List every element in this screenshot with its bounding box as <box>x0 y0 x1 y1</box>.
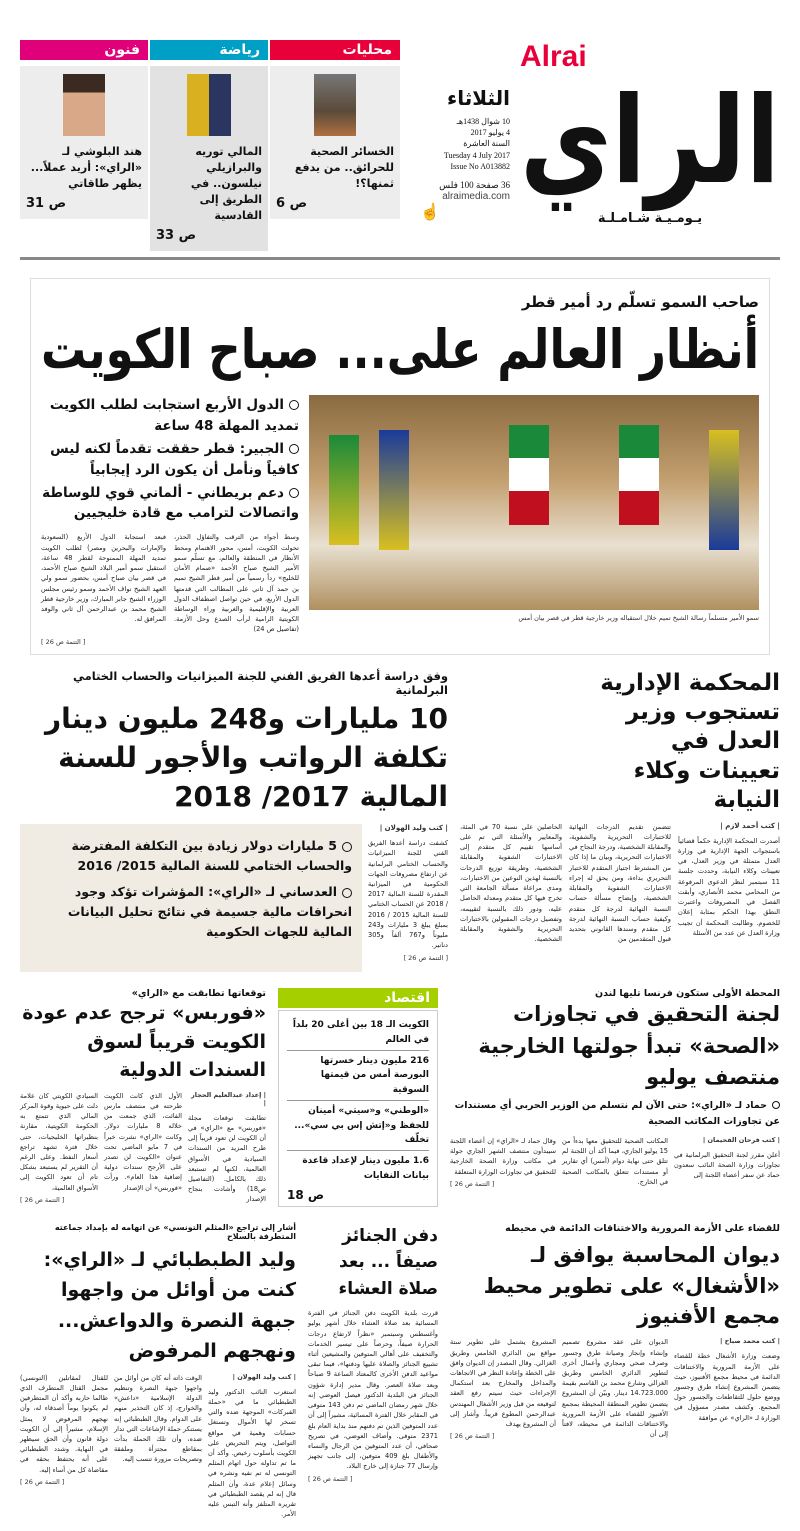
continued-label: [ التتمة ص 26 ] <box>308 1474 353 1483</box>
masthead-logo <box>520 40 780 226</box>
health-body-column: المكاتب الصحية للتحقيق معها بدءاً من 15 يوليو الجاري، فيما أكد أن اللجنة لم تتلق حتى نهاية دوام (أمس) أي تقارير أو مستندات تتعلق بالمكاتب الصحية في الخارج. <box>562 1136 668 1186</box>
logo-latin: Alrai <box>520 40 587 73</box>
forbes-body <box>20 1091 266 1205</box>
flag <box>619 425 659 525</box>
lead-body-column: وسط أجواء من الترقب والتفاؤل الحذر، تحولت الكويت، أمس، محور الاهتمام ومحط الأنظار في المنطقة والعالم، مع تسلّم سمو الأمير الشيخ صباح الأحمد «صمام الأمان للخليج» رداً رسمياً من أمير قطر الشيخ تميم بن حمد آل ثاني على المطالب التي قدمتها الدول الأربع، في حين تواصل اصطفاف الدول العربية والإقليمية والغربية وراء الوساطة الكويتية الرامية لرأب الصدع وحل الأزمة. (تفاصيل ص 24) <box>174 533 299 634</box>
diwan-col-wrap <box>674 1337 780 1423</box>
diwan-body-column: وضعت وزارة الأشغال خطة للقضاء على الأزمة المرورية والاختناقات الدائمة في محيط مجمع الأفنيوز، حيث يتضمن المشروع إنشاء طرق وجسور ووضع حلول للتقاطعات والجسور حول المجمع. وكشف مصدر مسؤول في الوزارة لـ «الراي» عن موافقة <box>674 1352 780 1422</box>
teaser-page: ص 6 <box>276 195 308 211</box>
tabtabai-body-column: للقتال لمقاتلين (التونسي) مجمل القتال المتطرف الذي طالما حاربه وأكد أن المتطرفين لم يكونوا يوماً أصدقاء له، وأن نهجهم المرفوض لا يمثل الإسلام، مشيراً إلى أن الكويت دولة قانون وأن الحق سيظهر في النهاية. وشدد الطبطبائي على أنه يحتفظ بحقه في مقاضاة كل من أساء إليه. <box>20 1373 108 1474</box>
continued-label: [ التتمة ص 26 ] <box>450 1432 495 1441</box>
diwan-byline: | كتب محمد صباح | <box>720 1337 780 1346</box>
teaser-title: هند البلوشي لـ «الراي»: أريد عملاً... يظهر طاقاتي <box>30 145 142 190</box>
circle-bullet-icon <box>342 888 352 898</box>
date-block <box>410 40 510 222</box>
bullet-text: العدساني لـ «الراي»: المؤشرات تؤكد وجود انحرافات مالية جسيمة في نتائج تحليل البيانات المالية للجهات الحكومية <box>67 884 352 940</box>
photo-caption: سمو الأمير متسلماً رسالة الشيخ تميم خلال استقباله وزير خارجية قطر في قصر بيان أمس <box>518 613 759 622</box>
diwan-body <box>450 1337 780 1440</box>
court-body-column: تتضمن تقديم الدرجات النهائية للاختبارات التحريرية والشفوية، والمقابلة الشخصية، ودرجة النجاح في الاختبارات التحريرية، وبيان ما إذا كان من المشترط اجتياز المتقدم للاختبار التحريري بداءة، ومن يحق له إجراء الاختبارات الشفوية والمقابلة الشخصية، وإيضاح مسألة حساب النسبة النهائية لدرجة كل متقدم وكيفية حساب النسبة النهائية لدرجة كل متقدم وسندها القانوني بتحديد قبول المتقدمين من <box>569 822 671 944</box>
forbes-body-column: السيادي الكويتي كان علامة دلت على حيوية وقوة المركز المالي الذي تتمتع به الحكومة الكويتية، مقارنة بنظيراتها الخليجيات، حتى خلال فترة تشهد تراجع أسعار النفط. وعلى الرغم أن التقرير لم يستبعد بشكل تام أن تعود الكويت إلى الأسواق العالمية، <box>20 1091 98 1192</box>
diwan-burial-tabtabai-row <box>20 1223 780 1519</box>
forbes-col-wrap <box>188 1091 266 1205</box>
bullet-text: دعم بريطاني - ألماني قوي للوساطة واتصالات لترامب مع قادة خليجيين <box>42 484 299 522</box>
budget-bullet <box>30 836 352 876</box>
continued-label: [ التتمة ص 26 ] <box>403 953 448 962</box>
lead-headline-box <box>41 315 759 385</box>
flag <box>709 430 739 550</box>
masthead <box>20 0 780 251</box>
health-story <box>450 988 780 1188</box>
bullet-text: 5 مليارات دولار زيادة بين التكلفة المفترضة والحساب الختامي للسنة المالية 2015/ 2016 <box>71 838 352 874</box>
budget-body <box>20 824 448 972</box>
tabtabai-byline: | كتب وليد الهولان | <box>232 1372 296 1381</box>
singer-photo <box>63 74 105 136</box>
budget-headline[interactable]: 10 مليارات و248 مليون دينار تكلفة الرواتب والأجور للسنة المالية 2017/ 2018 <box>45 701 448 813</box>
health-economy-forbes-row <box>20 988 780 1207</box>
budget-col-wrap <box>368 824 448 961</box>
economy-item[interactable]: 216 مليون دينار خسرتها البورصة أمس من قيمتها السوقية <box>287 1051 429 1101</box>
diwan-body-column: الديوان على عقد مشروع تصميم وإنشاء وإنجاز وصيانة طرق وجسور وصرف صحي ومجاري وأعمال أخرى لتطوير الدائري الخامس وطريق الغزالي وشارع محمد بن القاسم بقيمة 14.723.000 دينار. وبيّن أن المشروع يتضمن تطوير المنطقة المحيطة بمجمع الأفنيوز للقضاء على الأزمة المرورية والاختناقات الدائمة في محيطه، لافتاً إلى أن <box>562 1338 668 1439</box>
tabtabai-body-column: استغرب النائب الدكتور وليد الطبطبائي ما في «حملة الفبركات» الموجهة ضده والتي تسخر لها الأموال وتستغل حسابات وهمية في مواقع التواصل، ويتم التحريض على الكويت بأسلوب رخيص. وأكد أن ما تم تداوله حول اتهام المثلم التونسي له تم نفيه ونشره في وسائل إعلام عدة، وأن المثلم قال إنه لم يقصد الطبطبائي في تقريره المتلفز وأنه التبس عليه الأمر. <box>208 1387 296 1519</box>
court-body <box>460 822 780 945</box>
diwan-kicker: للقضاء على الأزمة المرورية والاختناقات الدائمة في محيطه <box>505 1223 780 1235</box>
lead-body-column: فبعد استجابة الدول الأربع (السعودية والإمارات والبحرين ومصر) لطلب الكويت تمديد المهلة الممنوحة لقطر 48 ساعة، استقبل سمو أمير البلاد الشيخ صباح الأحمد، في قصر بيان صباح أمس، بحضور سمو ولي العهد الشيخ نواف الأحمد وسمو رئيس مجلس الوزراء الشيخ جابر المبارك، وزير خارجية قطر الشيخ محمد بن عبدالرحمن آل ثاني والوفد المرافق له. <box>41 533 166 624</box>
continued-label: [ التتمة ص 26 ] <box>20 1195 65 1204</box>
forbes-kicker: توقعاتها تطابقت مع «الراي» <box>131 988 266 1000</box>
diwan-headline[interactable]: ديوان المحاسبة يوافق لـ «الأشغال» على تطوير محيط مجمع الأفنيوز <box>483 1243 780 1328</box>
economy-box <box>278 1010 438 1207</box>
lead-photo-block <box>309 395 759 622</box>
forbes-story <box>20 988 266 1204</box>
teaser-title: الخسائر الصحية للحرائق.. من يدفع ثمنها؟! <box>294 145 394 190</box>
tabtabai-body <box>20 1373 296 1520</box>
economy-page: ص 18 <box>287 1188 325 1203</box>
bullet-text: حماد لـ «الراي»: حتى الآن لم نتسلم من الوزير الحربي أي مستندات عن تجاوزات المكاتب الصحية <box>454 1099 780 1127</box>
hand-pointer-icon: ☝ <box>420 203 440 221</box>
diwan-body-column: المشروع يشتمل على تطوير ستة مواقع بين الدائري الخامس وطريق الغزالي. وقال المصدر إن الديوان وافق على الخطة وإعادة النظر في الاتجاهات والمداخل والمخارج بعد استكمال الإجراءات حيث سيتم رفع العقد لتوقيعه من قبل وزير الأشغال المهندس عبدالرحمن المطوع قريباً. وأشار إلى أن المشروع يهدف <box>450 1338 556 1429</box>
circle-bullet-icon <box>289 400 299 410</box>
tab-economy[interactable]: اقتصاد <box>278 988 438 1008</box>
lead-photo <box>309 395 759 610</box>
teasers <box>20 40 400 251</box>
tab-arts[interactable]: فنون <box>20 40 148 60</box>
players-photo <box>187 74 231 136</box>
teaser-title: المالي توريه والبرازيلي نيلسون.. في الطريق إلى القادسية <box>190 145 262 222</box>
gregorian-date: 4 يوليو 2017 <box>470 128 510 138</box>
health-kicker: المحطة الأولى ستكون فرنسا تليها لندن <box>595 988 780 1000</box>
tabtabai-headline[interactable]: وليد الطبطبائي لـ «الراي»: كنت من أوائل من واجهوا جبهة النصرة والدواعش... ونهجهم المرفوض <box>43 1249 296 1363</box>
continued-label: [ التتمة ص 26 ] <box>41 637 86 646</box>
health-body-column: أعلن مقرر لجنة التحقيق البرلمانية في تجاوزات وزارة الصحة النائب سعدون حماد عن سفر أعضاء اللجنة إلى <box>674 1150 780 1180</box>
lead-story-box <box>30 278 770 655</box>
circle-bullet-icon <box>342 842 352 852</box>
tabtabai-body-column: الوقت ذاته أنه كان من أوائل من واجهوا جبهة النصرة وتنظيم الدولة الإسلامية «داعش» والخوارج، إذ كان التحذير منهم على الدوام. وقال الطبطبائي إنه يستنكر حملة الإشاعات التي تدار ضده، وأن تلك الحملة بدأت بمقاطع مجتزأة وملفقة وتصريحات مزورة تنسب إليه. <box>114 1373 202 1464</box>
health-col-wrap <box>674 1136 780 1181</box>
forbes-body-column: تطابقت توقعات مجلة «فوربس» مع «الراي» في أن الكويت لن تعود قريباً إلى طرح المزيد من السندات السيادية في الأسواق العالمية، لكنها لم تستبعد ذلك بالكامل. (التفاصيل ص18) وأشادت بنجاح الإصدار <box>188 1113 266 1204</box>
health-byline: | كتب فرحان الفحيمان | <box>702 1135 780 1144</box>
lead-text <box>41 395 299 646</box>
teaser-page: ص 33 <box>156 227 197 243</box>
economy-panel <box>278 988 438 1207</box>
tab-sports[interactable]: رياضة <box>150 40 268 60</box>
health-body-column: وقال حماد لـ «الراي» إن أعضاء اللجنة سيبدأون منتصف الشهر الجاري جولة في مكاتب وزارة الصحة الخارجية للتحقيق في تجاوزات الوزارة المتعلقة <box>450 1136 556 1176</box>
forbes-col-wrap <box>20 1091 98 1204</box>
continued-label: [ التتمة ص 26 ] <box>450 1179 495 1188</box>
teaser-page: ص 31 <box>26 195 67 211</box>
economy-item[interactable]: 1.6 مليون دينار لإعداد قاعدة بيانات النفايات <box>302 1156 429 1181</box>
flag <box>379 430 409 550</box>
health-bullet <box>450 1098 780 1130</box>
economy-item[interactable]: الكويت الـ 18 بين أغلى 20 بلداً في العالم <box>287 1015 429 1051</box>
economy-item[interactable]: «الوطني» و«سيتي» أمينان للحفظ و«إتش إس بي سي»... تخلّف <box>287 1101 429 1151</box>
masthead-divider <box>20 257 780 260</box>
lead-bullet <box>41 395 299 437</box>
health-headline[interactable]: لجنة التحقيق في تجاوزات «الصحة» تبدأ جولتها الخارجية منتصف يوليو <box>478 1002 780 1090</box>
budget-byline: | كتب وليد الهولان | <box>379 824 448 833</box>
court-byline: | كتب أحمد لازم | <box>720 821 780 830</box>
tagline: يـومـيـة شـامـلـة <box>597 211 703 226</box>
court-body-column: أصدرت المحكمة الإدارية حكماً قضائياً باستجواب الجهة الإدارية في وزارة العدل متمثلة في وزير العدل، في تعيينات وكلاء النيابة، وحددت جلسة 11 سبتمبر لنظر الدعوى المرفوعة من المحامي محمد الأنصاري، وأبقت الفصل في المصروفات واعتبرت النطق بهذا الحكم بمثابة إعلان للخصوم. وطالبت المحكمة أن تجيب وزارة العدل عن عدد من الأسئلة <box>678 836 780 937</box>
burial-story <box>308 1223 438 1483</box>
teaser-arts[interactable] <box>20 40 148 251</box>
forbes-body-column: الأول الذي كانت الكويت طرحته في منتصف مارس الفائت، الذي جمعت من خلاله 8 مليارات دولار. وكانت «الراي» نشرت خبراً في 7 مايو الماضي تحت عنوان «الكويت لن تصدر على الأرجح سندات دولية إضافية هذا العام». ورأت «فوربس» أن الإصدار <box>104 1091 182 1192</box>
bullet-text: الجبير: قطر حققت تقدماً لكنه ليس كافياً ونأمل أن يكون الرد إيجابياً <box>50 440 299 478</box>
budget-body-column: كشفت دراسة أعدها الفريق الفني للجنة الميزانيات والحساب الختامي البرلمانية عن ارتفاع مصروفات الجهات الحكومية في الميزانية المقدرة للسنة المالية 2017 / 2018 عن الحساب الختامي للسنة المالية 2015 / 2016 بمبلغ يبلغ 3 مليارات و243 مليوناً و767 ألفاً و305 دنانير. <box>368 839 448 950</box>
year-label: السنة العاشرة <box>463 139 510 149</box>
diwan-story <box>450 1223 780 1440</box>
lead-body <box>41 532 299 634</box>
lead-bullet <box>41 483 299 525</box>
lead-content <box>41 395 759 646</box>
forbes-byline: | إعداد عبدالعليم الحجار | <box>191 1090 266 1107</box>
court-col-wrap <box>678 822 780 938</box>
issue-number: Issue No A013882 <box>450 161 510 171</box>
circle-bullet-icon <box>289 444 299 454</box>
logo-arabic: الراي <box>520 72 780 211</box>
lead-kicker: صاحب السمو تسلّم رد أمير قطر <box>521 292 759 311</box>
flag <box>329 435 359 545</box>
lead-bullet <box>41 439 299 481</box>
english-date: Tuesday 4 July 2017 <box>443 150 510 160</box>
budget-bullet <box>30 882 352 942</box>
lead-bullets <box>41 395 299 525</box>
flag <box>509 425 549 525</box>
court-story <box>460 669 780 945</box>
health-col-wrap <box>450 1136 556 1188</box>
website-link[interactable]: alraimedia.com <box>442 190 510 202</box>
logo-arabic-box <box>520 73 780 211</box>
budget-kicker: وفق دراسة أعدها الفريق الفني للجنة الميزانيات والحساب الختامي البرلمانية <box>73 668 448 697</box>
teaser-local[interactable] <box>270 40 400 251</box>
budget-highlight-box <box>20 824 362 972</box>
diwan-col-wrap <box>450 1337 556 1440</box>
continued-label: [ التتمة ص 26 ] <box>20 1477 65 1486</box>
tabtabai-col-wrap <box>20 1373 108 1486</box>
fire-photo <box>314 74 356 136</box>
tabtabai-kicker: أشار إلى تراجع «المثلم التونسي» عن اتهامه له بإمداد جماعته المتطرفة بالسلاح <box>54 1223 296 1242</box>
budget-story <box>20 669 448 973</box>
forbes-headline[interactable]: «فوربس» ترجح عدم عودة الكويت قريباً لسوق السندات الدولية <box>22 1002 266 1082</box>
court-body-column: الحاصلين على نسبة 70 في المئة، والمعايير والأسئلة التي تم على أساسها تقييم كل متقدم إلى الاختبارات الشفوية والمقابلة الشخصية، وطريقة توزيع الدرجات بالنسبة لهذين النوعين من الاختبارات، ومدى مراعاة مسألة الجامعة التي تخرج فيها كل متقدم ومعدله الحاصل عليه، ودور ذلك بالنسبة لتقييمه، وتفصيل درجات المقبولين بالاختبارات التحريرية والشفوية والمقابلة الشخصية. <box>460 822 562 944</box>
teaser-sports[interactable] <box>150 40 268 251</box>
court-headline[interactable]: المحكمة الإدارية تستجوب وزير العدل في تعيينات وكلاء النيابة <box>600 669 780 814</box>
circle-bullet-icon <box>289 488 299 498</box>
lead-headline[interactable]: أنظار العالم على... صباح الكويت <box>40 317 759 381</box>
pages-price: 36 صفحة 100 فلس <box>439 179 510 190</box>
day-name: الثلاثاء <box>447 86 510 110</box>
tabtabai-story <box>20 1223 296 1519</box>
burial-headline[interactable]: دفن الجنائز صيفاً ... بعد صلاة العشاء <box>338 1226 438 1299</box>
circle-bullet-icon <box>772 1101 780 1109</box>
bullet-text: الدول الأربع استجابت لطلب الكويت تمديد المهلة 48 ساعة <box>49 396 299 434</box>
tab-local[interactable]: محليات <box>270 40 400 60</box>
court-budget-row <box>20 669 780 973</box>
hijri-date: 10 شوال 1438هـ <box>456 117 510 126</box>
health-body <box>450 1136 780 1188</box>
tabtabai-col-wrap <box>208 1373 296 1520</box>
burial-body-column: قررت بلدية الكويت دفن الجنائز في الفترة المسائية بعد صلاة العشاء خلال أشهر يوليو وأغسطس وسبتمبر «نظراً لارتفاع درجات الحرارة صيفاً، وحرصاً على تيسير الخدمات والتخفيف على أهالي المتوفين والمشيعين أثناء تشييع الجنائز والصلاة عليها ودفنها»، فيما تبقى مواعيد الدفن الأخرى كالمعتاد الساعة 9 صباحاً وبعد صلاة العصر. وقال مدير إدارة شؤون الجنائز في البلدية الدكتور فيصل العوضي إنه خلال شهر رمضان الماضي تم دفن 143 متوفى في المقابر خلال الفترة المسائية، مشيراً إلى أن عدد المتوفين الذين تم دفنهم منذ بداية العام بلغ 2371 متوفى. وأضاف العوضي، في تصريح صحافي، أن عدد المتوفين من الرجال والنساء والأطفال بلغ 409 متوفين، إلى جانب تجهيز وإرسال 77 جنازة إلى خارج البلاد. <box>308 1309 439 1471</box>
